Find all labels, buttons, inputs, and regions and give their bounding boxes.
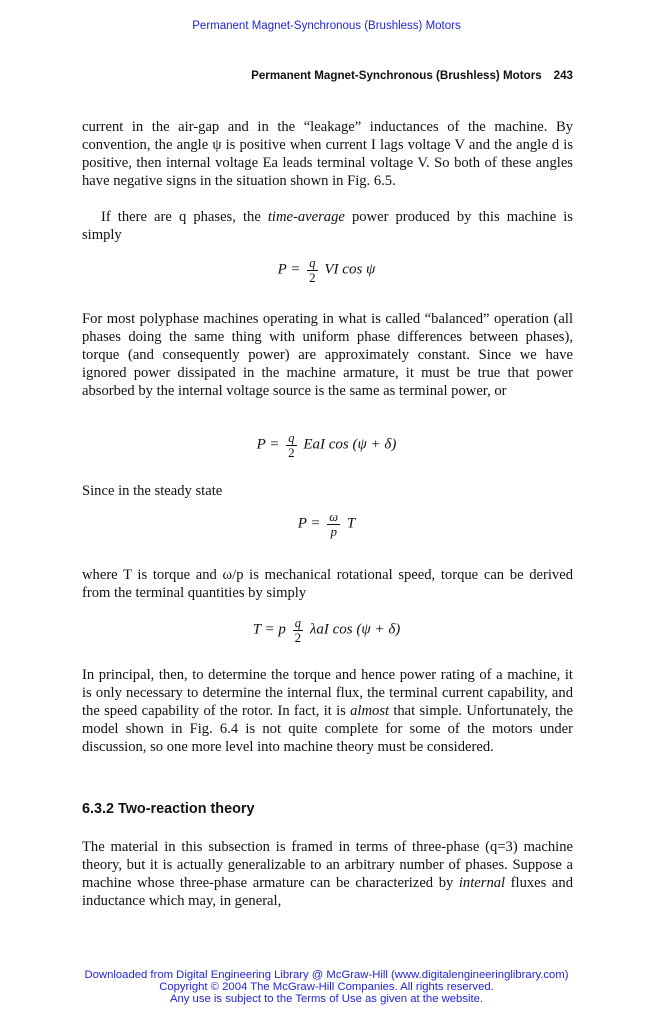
footer-terms-line[interactable]: Any use is subject to the Terms of Use as given at the website. — [169, 992, 484, 1005]
equation-power-internal — [0, 432, 653, 459]
equation-torque — [0, 617, 653, 644]
paragraph-6-emphasis: almost — [350, 703, 390, 720]
paragraph-7 — [82, 838, 573, 910]
paragraph-2 — [82, 208, 573, 244]
eq4-numerator: q — [294, 616, 302, 630]
eq4-lhs: T = p — [252, 621, 286, 638]
eq3-fraction — [327, 511, 340, 538]
eq2-denominator: 2 — [288, 444, 295, 460]
eq4-denominator: 2 — [294, 629, 302, 645]
paragraph-4: Since in the steady state — [82, 483, 223, 499]
eq1-lhs: P = — [277, 261, 301, 278]
paragraph-6-post: that simple. Unfortunately, the model shown in Fig. 6.4 is not quite complete for some of the motors under discussion, so one more level into machine theory must be considered. — [82, 703, 574, 756]
paragraph-6 — [82, 666, 573, 756]
eq4-rhs: λaI cos (ψ + δ) — [309, 621, 401, 638]
paragraph-2-emphasis: time-average — [267, 209, 345, 225]
paragraph-2-post: power produced by this machine is simply — [82, 209, 573, 244]
footer[interactable] — [0, 970, 653, 1005]
paragraph-5: where T is torque and ω/p is mechanical rotational speed, torque can be derived from the terminal quantities by simply — [82, 567, 573, 602]
eq1-rhs: VI cos ψ — [324, 261, 376, 278]
eq4-fraction — [293, 617, 304, 644]
paragraph-3: For most polyphase machines operating in what is called “balanced” operation (all phases doing the same thing with uniform phase differences between phases), torque (and consequently power) are approximately constant. Since we have ignored power dissipated in the machine armature, it must be true that power absorbed by the internal voltage source is the same as terminal power, or — [82, 311, 573, 400]
eq3-rhs: T — [346, 515, 356, 532]
running-head-title: Permanent Magnet-Synchronous (Brushless) Motors — [251, 69, 542, 82]
eq3-numerator: ω — [329, 510, 339, 524]
equation-power-average — [0, 257, 653, 284]
running-head — [251, 69, 573, 82]
paragraph-7-post: fluxes and inductance which may, in general, — [82, 875, 573, 910]
section-heading: 6.3.2 Two-reaction theory — [82, 801, 255, 817]
page-number: 243 — [553, 69, 573, 82]
top-banner[interactable]: Permanent Magnet-Synchronous (Brushless) Motors — [192, 20, 461, 32]
equation-power-torque — [0, 511, 653, 538]
paragraph-7-pre: The material in this subsection is framed in terms of three-phase (q=3) machine theory, but it is actually generalizable to an arbitrary number of phases. Suppose a machine whose three-phase armature can be characterized by — [82, 839, 573, 892]
paragraph-6-pre: In principal, then, to determine the torque and hence power rating of a machine, it is only necessary to determine the internal flux, the terminal current capability, and the speed capability of the rotor. In fact, it is — [82, 667, 573, 720]
paragraph-7-emphasis: internal — [458, 875, 506, 892]
eq3-lhs: P = — [297, 515, 321, 532]
eq3-denominator: p — [327, 524, 340, 538]
paragraph-2-pre: If there are q phases, the — [101, 209, 268, 225]
eq2-numerator: q — [288, 431, 295, 445]
eq2-fraction — [286, 432, 297, 459]
paragraph-1: current in the air-gap and in the “leakage” inductances of the machine. By convention, the angle ψ is positive when current I lags voltage V and the angle d is positive, then internal voltage Ea leads terminal voltage V. So both of these angles have negative signs in the situation shown in Fig. 6.5. — [82, 119, 573, 190]
eq1-fraction — [307, 257, 318, 284]
eq2-rhs: EaI cos (ψ + δ) — [303, 436, 397, 453]
eq1-numerator: q — [309, 256, 316, 270]
footer-download-line[interactable]: Downloaded from Digital Engineering Library @ McGraw-Hill (www.digitalengineeringlibrary.com) — [84, 969, 569, 981]
eq1-denominator: 2 — [309, 269, 316, 285]
footer-copyright-line: Copyright © 2004 The McGraw-Hill Companies. All rights reserved. — [159, 980, 494, 993]
eq2-lhs: P = — [256, 436, 280, 453]
